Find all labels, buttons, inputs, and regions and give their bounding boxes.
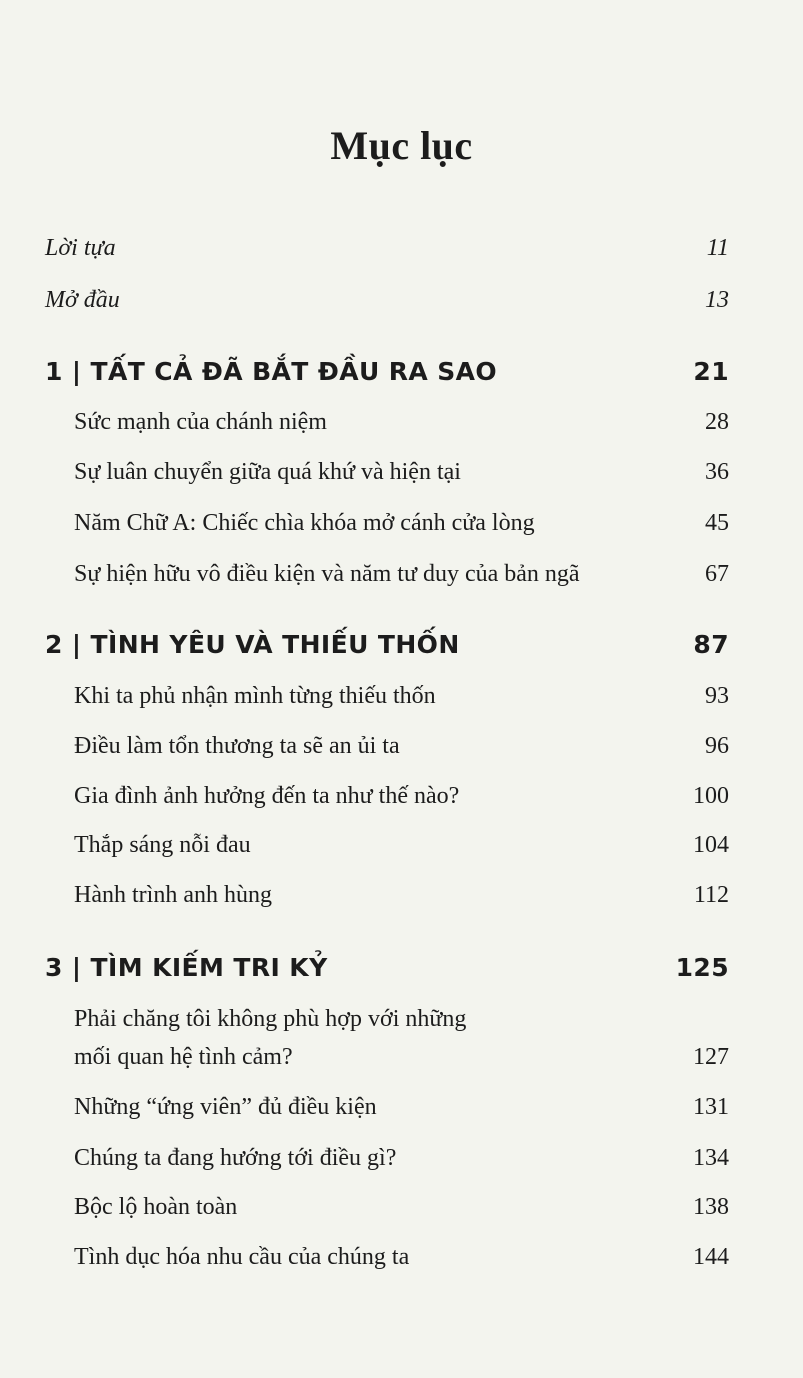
- entry-title-line-1: Phải chăng tôi không phù hợp với những: [74, 1005, 467, 1032]
- toc-entry: [0, 1037, 803, 1077]
- toc-entry: [0, 503, 803, 543]
- entry-title: Khi ta phủ nhận mình từng thiếu thốn: [74, 682, 436, 709]
- entry-title: Tình dục hóa nhu cầu của chúng ta: [74, 1243, 410, 1270]
- entry-page: 134: [693, 1144, 729, 1171]
- toc-entry: [0, 1237, 803, 1277]
- entry-title: Gia đình ảnh hưởng đến ta như thế nào?: [74, 782, 460, 809]
- toc-entry: [0, 1138, 803, 1178]
- entry-page: 131: [693, 1093, 729, 1120]
- entry-title: mối quan hệ tình cảm?: [74, 1043, 293, 1070]
- entry-title: Bộc lộ hoàn toàn: [74, 1193, 238, 1220]
- toc-entry: [0, 726, 803, 766]
- entry-page: 67: [705, 560, 729, 587]
- toc-entry: [0, 554, 803, 594]
- entry-page: 144: [693, 1243, 729, 1270]
- chapter-heading-2: [0, 624, 803, 664]
- entry-page: 96: [705, 732, 729, 759]
- chapter-title: 1 | TẤT CẢ ĐÃ BẮT ĐẦU RA SAO: [45, 356, 498, 386]
- entry-page: 28: [705, 408, 729, 435]
- entry-title: Những “ứng viên” đủ điều kiện: [74, 1093, 377, 1120]
- entry-page: 127: [693, 1043, 729, 1070]
- toc-entry: [0, 402, 803, 442]
- toc-entry: [0, 452, 803, 492]
- entry-title: Điều làm tổn thương ta sẽ an ủi ta: [74, 732, 400, 759]
- entry-page: 11: [706, 234, 729, 261]
- entry-title: Chúng ta đang hướng tới điều gì?: [74, 1144, 397, 1171]
- chapter-title: 3 | TÌM KIẾM TRI KỶ: [45, 952, 328, 982]
- chapter-heading-1: [0, 351, 803, 391]
- chapter-page: 21: [693, 356, 729, 386]
- entry-page: 112: [693, 881, 729, 908]
- entry-page: 104: [693, 831, 729, 858]
- entry-title: Năm Chữ A: Chiếc chìa khóa mở cánh cửa lòng: [74, 509, 535, 536]
- entry-page: 138: [693, 1193, 729, 1220]
- toc-entry: [0, 1087, 803, 1127]
- entry-page: 100: [693, 782, 729, 809]
- toc-entry: [0, 1187, 803, 1227]
- entry-page: 45: [705, 509, 729, 536]
- chapter-page: 125: [675, 952, 729, 982]
- entry-title: Sức mạnh của chánh niệm: [74, 408, 327, 435]
- chapter-title: 2 | TÌNH YÊU VÀ THIẾU THỐN: [45, 629, 460, 659]
- page-title: Mục lục: [330, 123, 473, 168]
- toc-entry: [0, 825, 803, 865]
- entry-title: Mở đầu: [45, 286, 120, 313]
- entry-title: Lời tựa: [45, 234, 116, 261]
- entry-page: 13: [705, 286, 729, 313]
- entry-title: Hành trình anh hùng: [74, 881, 272, 908]
- entry-page: 36: [705, 458, 729, 485]
- entry-title: Thắp sáng nỗi đau: [74, 831, 251, 858]
- entry-title: Sự luân chuyển giữa quá khứ và hiện tại: [74, 458, 461, 485]
- toc-entry-introduction: [0, 280, 803, 320]
- chapter-heading-3: [0, 947, 803, 987]
- toc-entry: [0, 776, 803, 816]
- toc-entry: [0, 676, 803, 716]
- toc-entry-preface: [0, 228, 803, 268]
- entry-page: 93: [705, 682, 729, 709]
- toc-entry: [0, 875, 803, 915]
- entry-title: Sự hiện hữu vô điều kiện và năm tư duy của bản ngã: [74, 560, 580, 587]
- chapter-page: 87: [693, 629, 729, 659]
